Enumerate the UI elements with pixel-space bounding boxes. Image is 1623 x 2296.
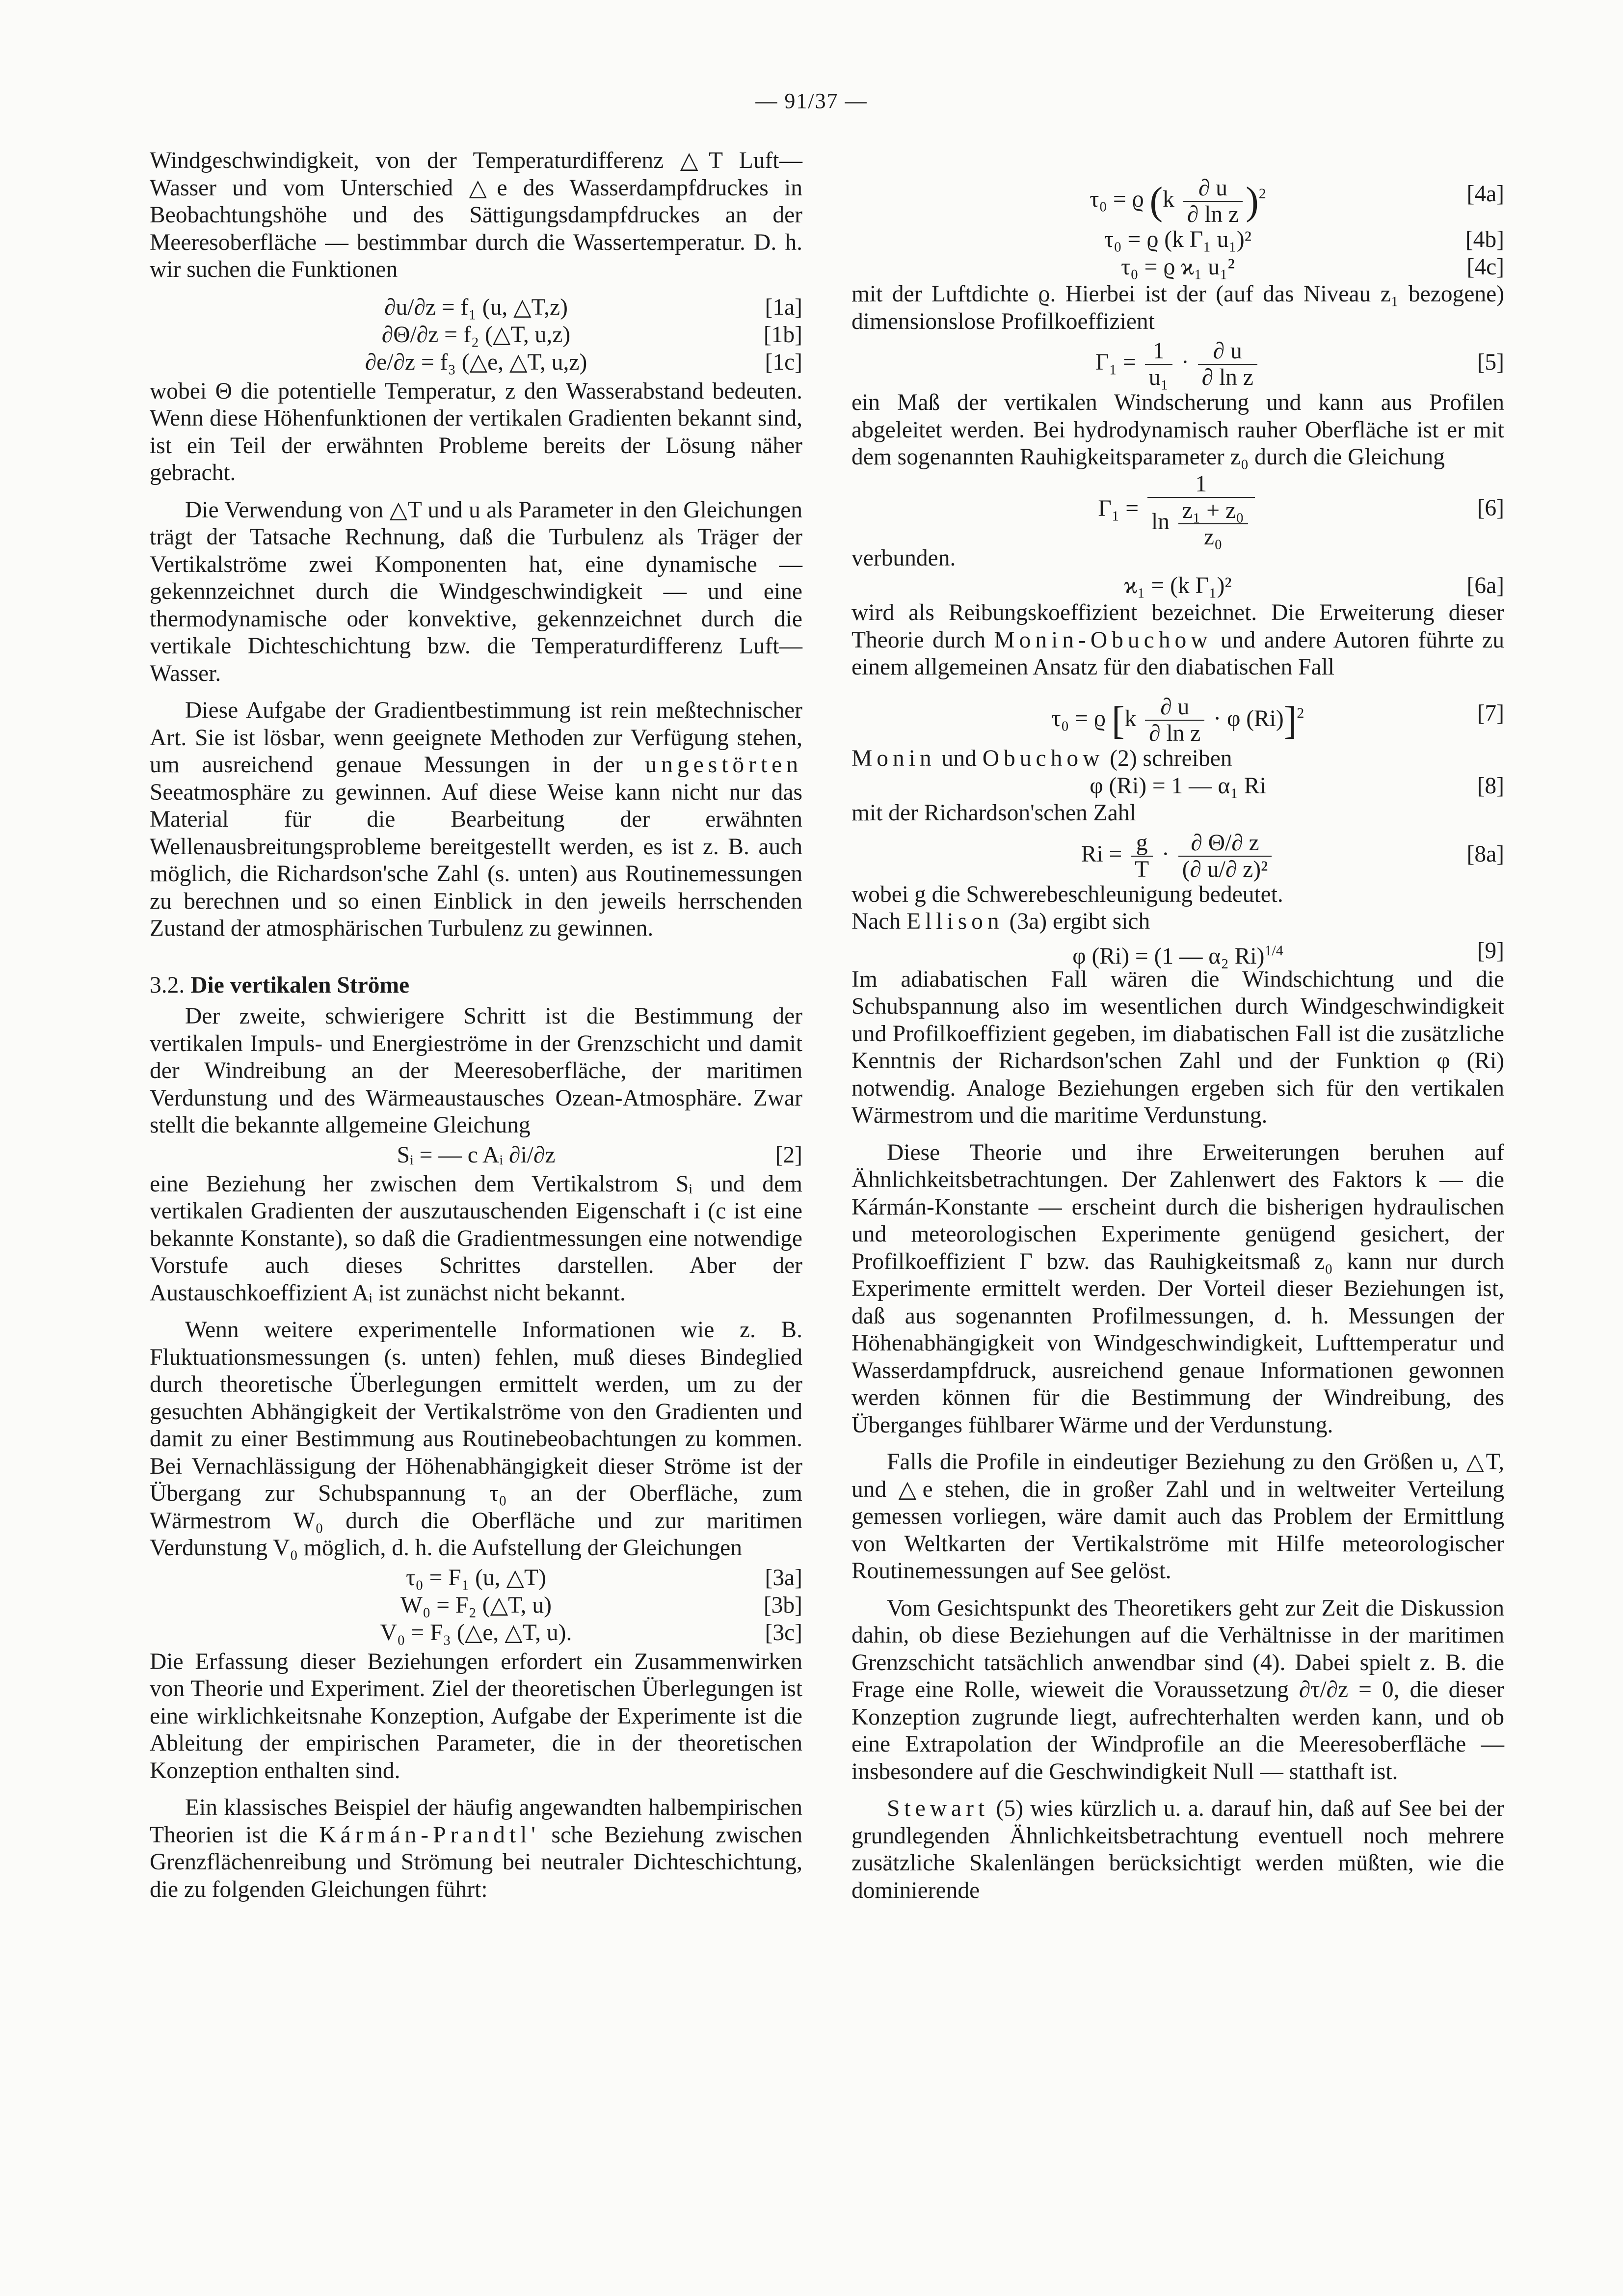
denominator: u₁ <box>1148 365 1169 391</box>
equation-number: [3c] <box>765 1620 802 1646</box>
text: Diese Aufgabe der Gradientbestimmung ist rein meßtechnischer Art. Sie ist lösbar, wenn geeignete Methoden zur Verfügung stehen, um ausreichend genaue Messungen in der <box>150 698 802 778</box>
paragraph: Der zweite, schwierigere Schritt ist die Bestimmung der vertikalen Impuls- und Energieströme in der Grenzschicht und damit der Windreibung an der Meeresoberfläche, der maritimen Verdunstung und des Wärmeaustausches Ozean-Atmosphäre. Zwar stellt die bekannte allgemeine Gleichung <box>150 1003 802 1138</box>
equation-lhs: Γ₁ = <box>1098 495 1139 521</box>
equation-number: [7] <box>1477 700 1504 726</box>
equation-number: [6] <box>1477 495 1504 521</box>
paragraph <box>851 745 1504 773</box>
equation-number: [3a] <box>765 1565 802 1591</box>
paragraph: Diese Theorie und ihre Erweiterungen beruhen auf Ähnlichkeitsbetrachtungen. Der Zahlenwert des Faktors k — die Kármán-Konstante — erscheint durch die bisherigen hydraulischen und meteorologischen Experimente genügend gesichert, der Profilkoeffizient Γ bzw. das Rauhigkeitsmaß z₀ kann nur durch Experimente ermittelt werden. Der Vorteil dieser Beziehungen ist, daß aus sogenannten Profilmessungen, d. h. Messungen der Höhenabhängigkeit von Windgeschwindigkeit, Lufttemperatur und Wasserdampfdruck, ausreichend genaue Informationen gewonnen werden können für die Bestimmung der Windreibung, des Überganges fühlbarer Wärme und der Verdunstung. <box>851 1139 1504 1438</box>
dot-operator: · <box>1181 350 1189 375</box>
numerator: ∂ u <box>1145 694 1204 721</box>
equation-lhs: Γ₁ = <box>1095 350 1136 375</box>
paragraph: eine Beziehung her zwischen dem Vertikalstrom Sᵢ und dem vertikalen Gradienten der auszutauschenden Eigenschaft i (c ist eine bekannte Konstante), so daß die Gradientmessungen eine notwendige Vorstufe auch dieses Schrittes darstellen. Aber der Austauschkoeffizient Aᵢ ist zunächst nicht bekannt. <box>150 1171 802 1306</box>
equation-number: [8] <box>1477 773 1504 799</box>
paragraph: mit der Richardson'schen Zahl <box>851 800 1136 826</box>
numerator: ∂ Θ/∂ z <box>1178 830 1272 857</box>
equation-7 <box>851 681 1504 745</box>
constant-k: k <box>1124 705 1137 731</box>
fraction <box>1131 830 1153 882</box>
equation: W₀ = F₂ (△T, u) <box>400 1592 552 1618</box>
text: Seeatmosphäre zu gewinnen. Auf diese Weise kann nicht nur das Material für die Bearbeitung der erwähnten Wellenausbreitungsprobleme bereitgestellt werden, es ist z. B. auch möglich, die Richardson'sche Zahl (s. unten) aus Routinemessungen zu berechnen und so einen Einblick in den jeweils herrschenden Zustand der atmosphärischen Turbulenz zu gewinnen. <box>150 779 802 941</box>
numerator: ∂ u <box>1183 175 1243 202</box>
spaced-text: Monin <box>851 745 936 771</box>
equation-number: [9] <box>1477 938 1504 964</box>
equation-8a <box>851 827 1504 881</box>
equation: τ₀ = ϱ (k Γ₁ u₁)² <box>1104 227 1251 252</box>
equation-9 <box>851 936 1504 969</box>
equation-8 <box>851 772 1504 800</box>
denominator: ∂ ln z <box>1187 201 1239 227</box>
equation-4a <box>851 162 1504 226</box>
equation-3c <box>150 1619 802 1647</box>
text: sche Beziehung zwischen Grenzflächenreibung und Strömung bei neutraler Dichteschichtung, die zu folgenden Gleichungen führt: <box>150 1822 803 1902</box>
equation-5 <box>851 335 1504 389</box>
paragraph: Falls die Profile in eindeutiger Beziehung zu den Größen u, △T, und △e stehen, die in großer Zahl und in weltweiter Verteilung gemessen vorliegen, wäre damit auch das Problem der Ermittlung von Weltkarten der Vertikalströme mit Hilfe meteorologischer Routinemessungen auf See gelöst. <box>851 1449 1504 1584</box>
equation-number: [3b] <box>763 1592 802 1618</box>
numerator: 1 <box>1145 338 1172 365</box>
bracket-open: [ <box>1111 699 1125 742</box>
text: (5) wies kürzlich u. a. darauf hin, daß auf See bei der grundlegenden Ähnlichkeitsbetrachtung eventuell noch mehrere zusätzliche Skalenlängen berücksichtigt werden müßten, wie die dominierende <box>851 1796 1504 1903</box>
paren-close: ) <box>1246 179 1259 223</box>
denominator: z₀ <box>1203 524 1223 550</box>
equation-number: [8a] <box>1466 841 1504 867</box>
numerator: ∂ u <box>1198 338 1257 365</box>
section-title: Die vertikalen Ströme <box>190 972 410 998</box>
paragraph: Die Verwendung von △T und u als Parameter in den Gleichungen trägt der Tatsache Rechnung, daß die Turbulenz als Träger der Vertikalströme zwei Komponenten hat, eine dynamische — gekennzeichnet durch die Windgeschwindigkeit — und eine thermodynamische oder konvektive, gekennzeichnet durch die vertikale Dichteschichtung bzw. die Temperaturdifferenz Luft—Wasser. <box>150 497 802 686</box>
numerator: 1 <box>1147 471 1255 498</box>
text: und andere Autoren führte zu einem allgemeinen Ansatz für den diabatischen Fall <box>851 627 1504 680</box>
text: Nach <box>851 909 901 934</box>
equation: φ (Ri) = (1 — α₂ Ri) <box>1072 943 1265 969</box>
equation-2 <box>150 1141 802 1169</box>
equation-3a <box>150 1564 802 1592</box>
inner-fraction <box>1178 498 1248 550</box>
equation: ϰ₁ = (k Γ₁)² <box>1124 573 1232 598</box>
paragraph: Vom Gesichtspunkt des Theoretikers geht zur Zeit die Diskussion dahin, ob diese Beziehungen auf die Verhältnisse in der maritimen Grenzschicht tatsächlich anwendbar sind (4). Dabei spielt z. B. die Frage eine Rolle, wieweit die Voraussetzung ∂τ/∂z = 0, die dieser Konzeption zugrunde liegt, aufrechterhalten werden kann, und ob eine Extrapolation der Windprofile an die Meeresoberfläche — insbesondere auf die Geschwindigkeit Null — statthaft ist. <box>851 1595 1504 1784</box>
spaced-text: Kármán-Prandtl' <box>319 1822 540 1848</box>
text: wird als Reibungskoeffizient bezeichnet. Die Erweiterung dieser Theorie durch <box>851 600 1504 653</box>
equation: ∂Θ/∂z = f₂ (△T, u,z) <box>381 322 571 348</box>
equation-number: [5] <box>1477 350 1504 375</box>
section-number: 3.2. <box>150 972 185 998</box>
right-column <box>851 162 1504 1914</box>
paren-open: ( <box>1149 179 1163 223</box>
equation-3b <box>150 1592 802 1619</box>
page-number: — 91/37 — <box>755 89 868 113</box>
paragraph: verbunden. <box>851 545 956 571</box>
numerator: z₁ + z₀ <box>1178 498 1248 524</box>
equation-number: [2] <box>775 1142 802 1168</box>
bracket-close: ] <box>1283 699 1297 742</box>
equation-number: [1a] <box>765 294 802 320</box>
equation-number: [4b] <box>1465 227 1504 252</box>
equation: ∂e/∂z = f₃ (△e, △T, u,z) <box>365 349 587 375</box>
denominator: ∂ ln z <box>1201 365 1253 391</box>
equation-1a <box>150 294 802 321</box>
denominator: ∂ ln z <box>1149 721 1201 747</box>
ln-operator: ln <box>1151 509 1170 535</box>
paragraph: Im adiabatischen Fall wären die Windschichtung und die Schubspannung also im wesentlichen durch Windgeschwindigkeit und Profilkoeffizient gegeben, im diabatischen Fall ist die zusätzliche Kenntnis der Richardson'schen Zahl und der Funktion φ (Ri) notwendig. Analoge Beziehungen ergeben sich für den vertikalen Wärmestrom und die maritime Verdunstung. <box>851 966 1504 1128</box>
spaced-text: Monin-Obuchow <box>994 627 1212 653</box>
denominator: T <box>1135 856 1149 882</box>
paragraph <box>150 1794 802 1903</box>
exponent: 2 <box>1297 704 1304 721</box>
equation: ∂u/∂z = f₁ (u, △T,z) <box>384 294 568 320</box>
fraction <box>1145 694 1204 746</box>
paragraph: wobei Θ die potentielle Temperatur, z den Wasserabstand bedeuten. Wenn diese Höhenfunktionen der vertikalen Gradienten bekannt sind, ist ein Teil der erwähnten Probleme bereits der Lösung näher gebracht. <box>150 378 802 486</box>
dot-operator: · <box>1162 841 1170 867</box>
text: und <box>941 745 977 771</box>
fraction <box>1198 338 1257 390</box>
paragraph: mit der Luftdichte ϱ. Hierbei ist der (auf das Niveau z₁ bezogene) dimensionslose Profilkoeffizient <box>851 281 1504 334</box>
denominator: (∂ u/∂ z)² <box>1182 856 1268 882</box>
equation: V₀ = F₃ (△e, △T, u). <box>380 1620 572 1646</box>
section-heading <box>150 972 802 999</box>
paragraph <box>150 697 802 943</box>
spaced-text: Stewart <box>887 1796 989 1821</box>
equation-lhs: τ₀ = ϱ <box>1090 186 1144 212</box>
paragraph <box>851 1795 1504 1904</box>
numerator: g <box>1131 830 1153 857</box>
equation: τ₀ = ϱ ϰ₁ u₁² <box>1121 254 1235 280</box>
exponent: 1/4 <box>1264 942 1283 959</box>
spaced-text: ungestörten <box>645 752 802 778</box>
equation-number: [1b] <box>763 322 802 348</box>
fraction <box>1178 830 1272 882</box>
paragraph: ein Maß der vertikalen Windscherung und kann aus Profilen abgeleitet werden. Bei hydrodynamisch rauher Oberfläche ist er mit dem sogenannten Rauhigkeitsparameter z₀ durch die Gleichung <box>851 390 1504 470</box>
text: (3a) ergibt sich <box>1009 909 1150 934</box>
paragraph: wobei g die Schwerebeschleunigung bedeutet. <box>851 881 1283 907</box>
fraction <box>1145 338 1172 390</box>
text: Ein klassisches Beispiel der häufig angewandten halbempirischen Theorien ist die <box>150 1795 802 1848</box>
equation: τ₀ = F₁ (u, △T) <box>406 1565 546 1591</box>
spaced-text: Ellison <box>906 909 1004 934</box>
paragraph: Windgeschwindigkeit, von der Temperaturdifferenz △T Luft—Wasser und vom Unterschied △e des Wasserdampfdruckes in Beobachtungshöhe und des Sättigungsdampfdruckes an der Meeresoberfläche — bestimmbar durch die Wassertemperatur. D. h. wir suchen die Funktionen <box>150 148 802 282</box>
fraction <box>1147 471 1255 550</box>
equation-lhs: τ₀ = ϱ <box>1051 705 1106 731</box>
exponent: 2 <box>1258 186 1266 202</box>
left-column <box>150 147 802 1913</box>
equation-4b <box>851 226 1504 253</box>
equation-number: [6a] <box>1466 573 1504 598</box>
paragraph <box>851 599 1504 681</box>
equation: φ (Ri) = 1 — α₁ Ri <box>1090 773 1266 799</box>
equation-lhs: Ri = <box>1081 841 1122 867</box>
equation-4c <box>851 253 1504 281</box>
equation: Sᵢ = — c Aᵢ ∂i/∂z <box>397 1142 556 1168</box>
equation-6 <box>851 471 1504 550</box>
paragraph: Wenn weitere experimentelle Informationen wie z. B. Fluktuationsmessungen (s. unten) fehlen, muß dieses Bindeglied durch theoretische Überlegungen ermittelt werden, um zu der gesuchten Abhängigkeit der Vertikalströme von den Gradienten und damit zu einer Bestimmung aus Routinebeobachtungen zu kommen. Bei Vernachlässigung der Höhenabhängigkeit dieser Ströme ist der Übergang zur Schubspannung τ₀ an der Oberfläche, zum Wärmestrom W₀ durch die Oberfläche und zur maritimen Verdunstung V₀ möglich, d. h. die Aufstellung der Gleichungen <box>150 1317 802 1561</box>
paragraph <box>851 908 1504 936</box>
equation-6a <box>851 572 1504 599</box>
equation-1c <box>150 349 802 376</box>
denominator <box>1147 498 1255 550</box>
equation-1b <box>150 321 802 349</box>
paragraph: Die Erfassung dieser Beziehungen erfordert ein Zusammenwirken von Theorie und Experiment. Ziel der theoretischen Überlegungen ist eine wirklichkeitsnahe Konzeption, Aufgabe der Experimente ist die Ableitung der empirischen Parameter, die in der theoretischen Konzeption enthalten sind. <box>150 1648 802 1783</box>
equation-tail: · φ (Ri) <box>1213 705 1284 731</box>
equation-number: [1c] <box>765 349 802 375</box>
equation-number: [4a] <box>1466 181 1504 207</box>
text: (2) schreiben <box>1110 745 1232 771</box>
equation-number: [4c] <box>1466 254 1504 280</box>
spaced-text: Obuchow <box>982 745 1104 771</box>
fraction <box>1183 175 1243 227</box>
constant-k: k <box>1163 186 1174 212</box>
